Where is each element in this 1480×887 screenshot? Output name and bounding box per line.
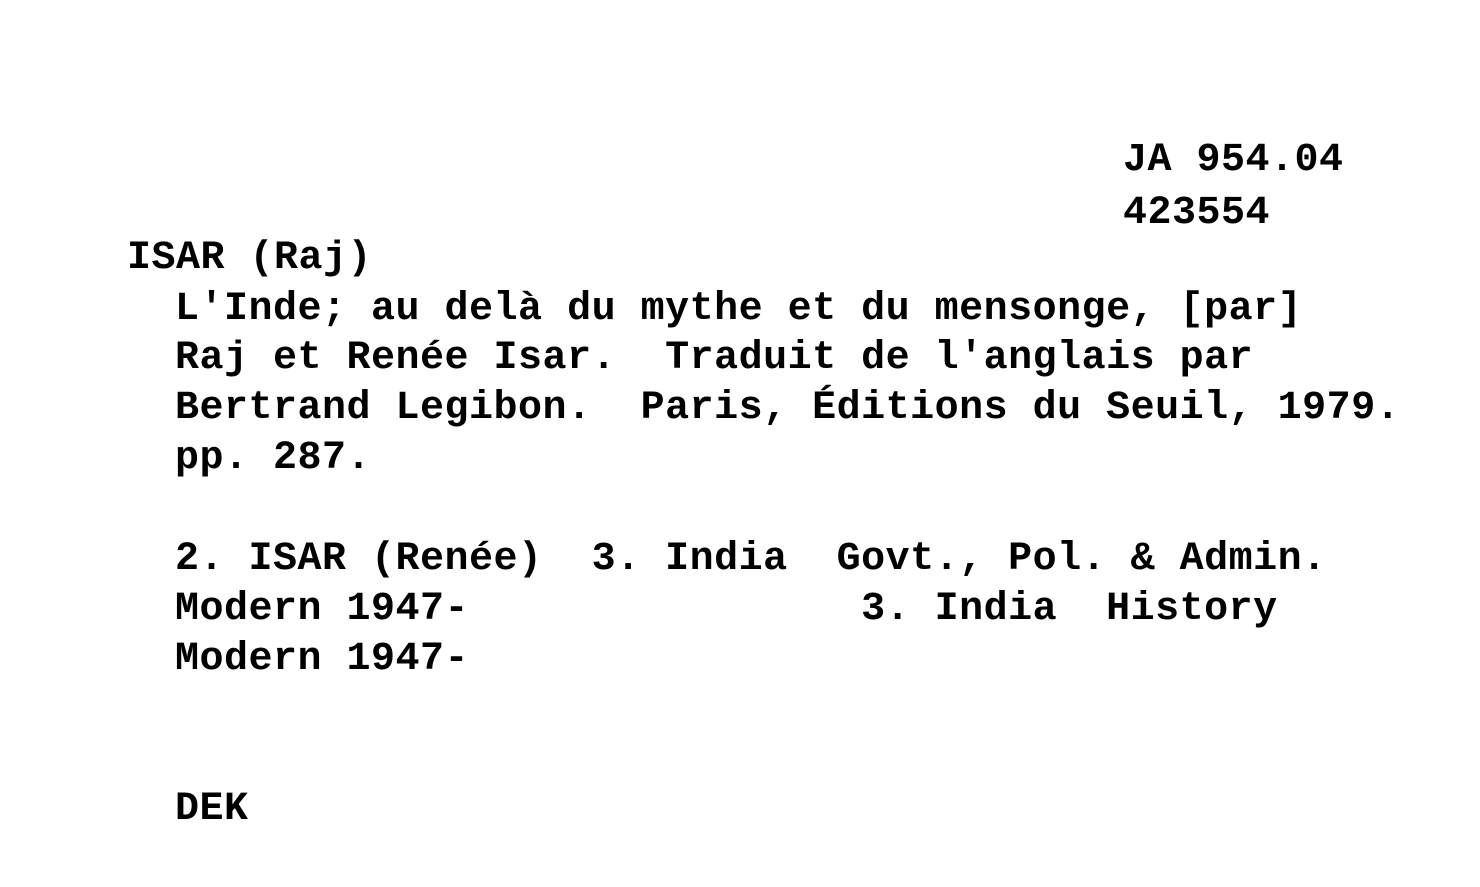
- body-line: pp. 287.: [175, 436, 372, 481]
- body-line: L'Inde; au delà du mythe et du mensonge, [par]: [175, 287, 1303, 332]
- accession-number: 423554: [1123, 191, 1271, 236]
- cataloger-initials: DEK: [175, 787, 249, 832]
- body-line: Bertrand Legibon. Paris, Éditions du Seuil, 1979.: [175, 386, 1401, 431]
- call-number-class: JA 954.04: [1123, 138, 1344, 183]
- tracing-line: Modern 1947-: [175, 637, 470, 682]
- tracing-line: Modern 1947- 3. India History: [175, 587, 1278, 632]
- main-heading: ISAR (Raj): [127, 236, 373, 281]
- body-line: Raj et Renée Isar. Traduit de l'anglais par: [175, 336, 1254, 381]
- tracing-line: 2. ISAR (Renée) 3. India Govt., Pol. & Admin.: [175, 537, 1327, 582]
